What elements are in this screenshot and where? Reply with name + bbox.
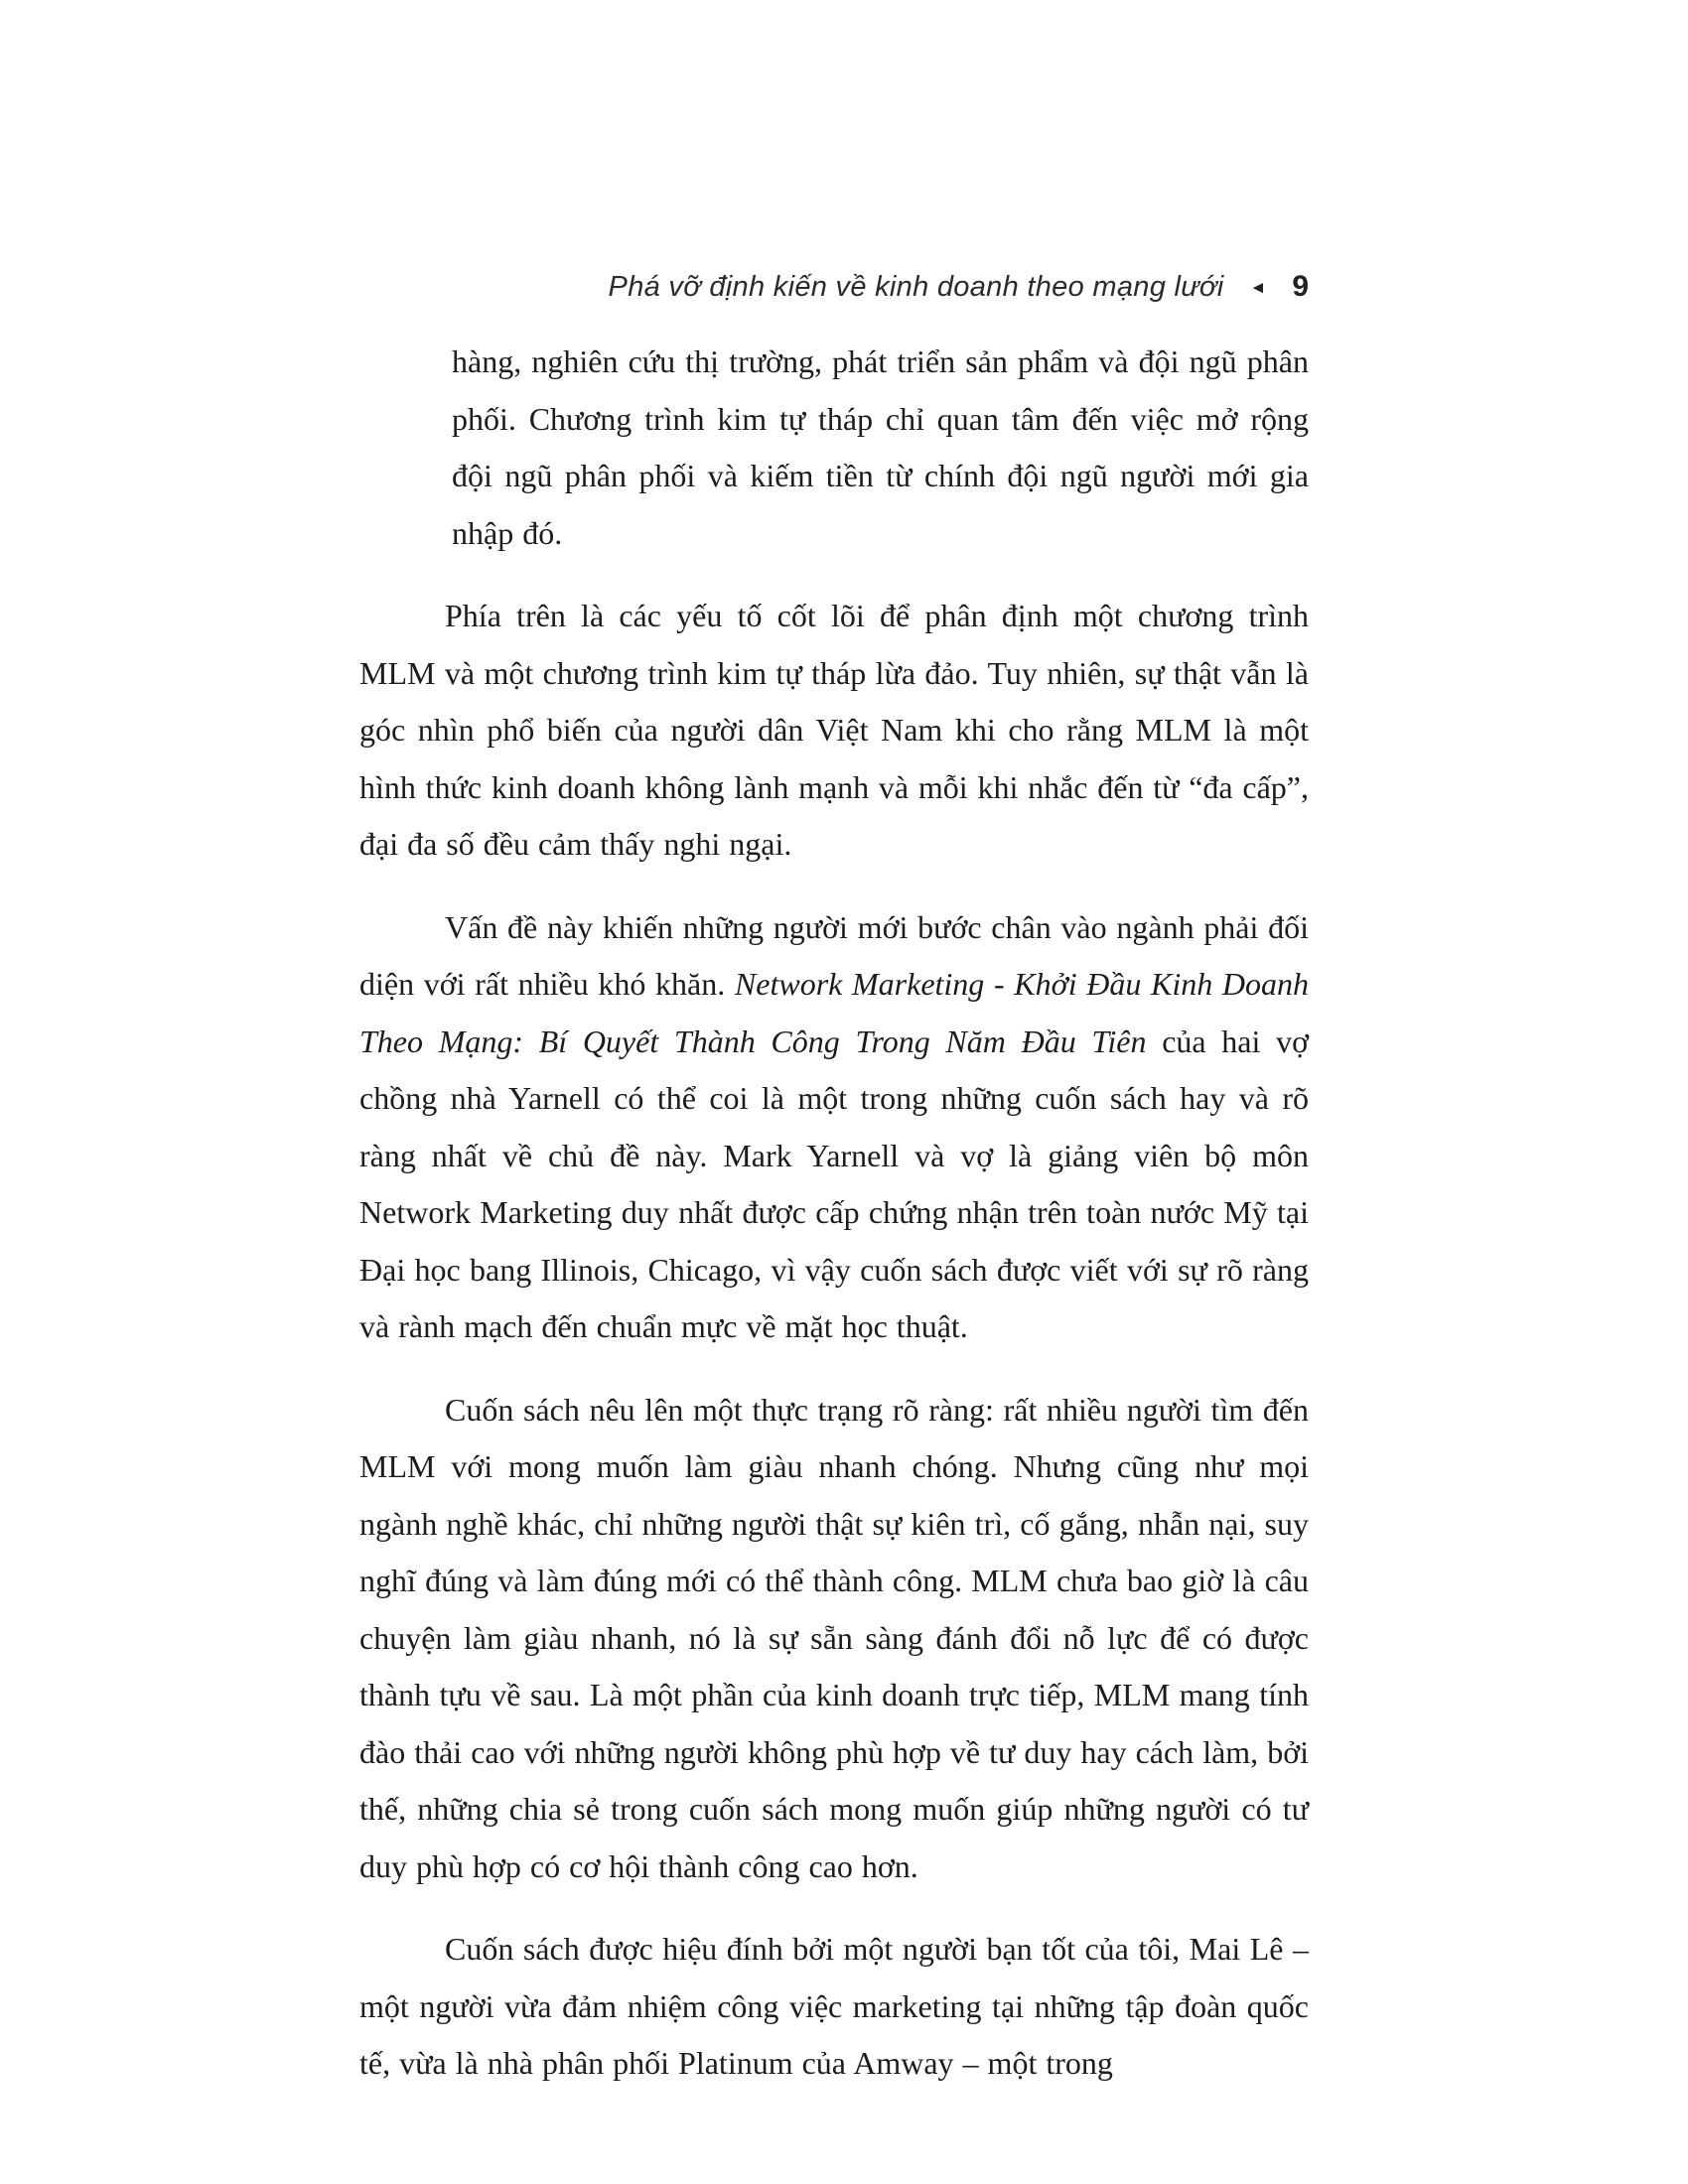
paragraph-text: Cuốn sách được hiệu đính bởi một người bạn tốt của tôi, Mai Lê – một người vừa đảm nhiệm công việc marketing tại những tập đoàn quốc tế, vừa là nhà phân phối Platinum của Amway – một trong bbox=[359, 1931, 1309, 2081]
paragraph-text: Cuốn sách nêu lên một thực trạng rõ ràng: rất nhiều người tìm đến MLM với mong muốn làm giàu nhanh chóng. Nhưng cũng như mọi ngành nghề khác, chỉ những người thật sự kiên trì, cố gắng, nhẫn nại, suy nghĩ đúng và làm đúng mới có thể thành công. MLM chưa bao giờ là câu chuyện làm giàu nhanh, nó là sự sẵn sàng đánh đổi nỗ lực để có được thành tựu về sau. Là một phần của kinh doanh trực tiếp, MLM mang tính đào thải cao với những người không phù hợp về tư duy hay cách làm, bởi thế, những chia sẻ trong cuốn sách mong muốn giúp những người có tư duy phù hợp có cơ hội thành công cao hơn. bbox=[359, 1391, 1309, 1884]
running-header-title: Phá vỡ định kiến về kinh doanh theo mạng lưới bbox=[608, 270, 1224, 303]
body-paragraph bbox=[359, 588, 1309, 874]
paragraph-text: Phía trên là các yếu tố cốt lõi để phân định một chương trình MLM và một chương trình kim tự tháp lừa đảo. Tuy nhiên, sự thật vẫn là góc nhìn phổ biến của người dân Việt Nam khi cho rằng MLM là một hình thức kinh doanh không lành mạnh và mỗi khi nhắc đến từ “đa cấp”, đại đa số đều cảm thấy nghi ngại. bbox=[359, 598, 1309, 862]
left-pointer-icon: ◄ bbox=[1249, 278, 1267, 297]
paragraphs bbox=[359, 334, 1309, 2093]
body-paragraph bbox=[359, 899, 1309, 1356]
book-title-italic: Network Marketing - Khởi Đầu Kinh Doanh Theo Mạng: Bí Quyết Thành Công Trong Năm Đầu Tiên bbox=[359, 966, 1310, 1059]
body-paragraph bbox=[359, 1921, 1309, 2093]
paragraph-text: của hai vợ chồng nhà Yarnell có thể coi là một trong những cuốn sách hay và rõ ràng nhất về chủ đề này. Mark Yarnell và vợ là giảng viên bộ môn Network Marketing duy nhất được cấp chứng nhận trên toàn nước Mỹ tại Đại học bang Illinois, Chicago, vì vậy cuốn sách được viết với sự rõ ràng và rành mạch đến chuẩn mực về mặt học thuật. bbox=[359, 1023, 1310, 1344]
blockquote-paragraph bbox=[452, 334, 1309, 562]
running-header bbox=[359, 270, 1309, 304]
paragraph-text: hàng, nghiên cứu thị trường, phát triển sản phẩm và đội ngũ phân phối. Chương trình kim tự tháp chỉ quan tâm đến việc mở rộng đội ngũ phân phối và kiếm tiền từ chính đội ngũ người mới gia nhập đó. bbox=[452, 343, 1309, 551]
paragraph-text: Vấn đề này khiến những người mới bước chân vào ngành phải đối diện với rất nhiều khó khăn. bbox=[359, 908, 1309, 1002]
page-content bbox=[359, 270, 1309, 2118]
body-paragraph bbox=[359, 1382, 1309, 1896]
page-number: 9 bbox=[1292, 270, 1309, 303]
